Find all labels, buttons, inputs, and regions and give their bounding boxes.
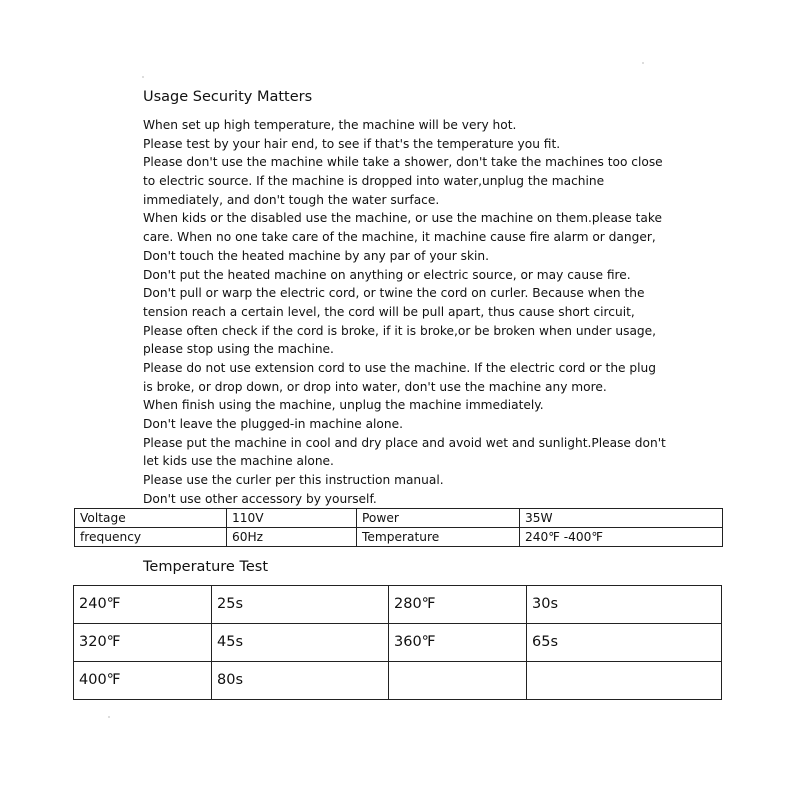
time-cell: 30s	[527, 586, 722, 624]
spec-value-power: 35W	[520, 509, 723, 528]
temperature-cell: 360℉	[389, 624, 527, 662]
spec-label-voltage: Voltage	[75, 509, 227, 528]
instruction-line: immediately, and don't tough the water surface.	[143, 192, 440, 207]
table-row	[75, 509, 723, 528]
table-row	[74, 586, 722, 624]
temperature-test-heading: Temperature Test	[143, 559, 269, 575]
instruction-line: Please use the curler per this instruction manual.	[143, 473, 444, 488]
instruction-line: tension reach a certain level, the cord will be pull apart, thus cause short circuit,	[143, 304, 635, 319]
spec-value-voltage: 110V	[227, 509, 357, 528]
spec-label-power: Power	[357, 509, 520, 528]
instruction-line: When set up high temperature, the machine will be very hot.	[143, 118, 517, 132]
usage-security-heading: Usage Security Matters	[143, 89, 313, 105]
instruction-line: Please put the machine in cool and dry place and avoid wet and sunlight.Please don't	[143, 435, 666, 450]
instruction-line: let kids use the machine alone.	[143, 454, 334, 469]
scan-speck	[108, 716, 110, 718]
spec-value-frequency: 60Hz	[227, 528, 357, 547]
time-cell: 80s	[212, 662, 389, 700]
instruction-line: Please test by your hair end, to see if that's the temperature you fit.	[143, 136, 561, 151]
temperature-cell: 280℉	[389, 586, 527, 624]
time-cell: 65s	[527, 624, 722, 662]
instruction-line: Don't pull or warp the electric cord, or twine the cord on curler. Because when the	[143, 286, 645, 301]
instruction-line: Don't leave the plugged-in machine alone.	[143, 417, 403, 431]
table-row	[75, 528, 723, 547]
table-row	[74, 624, 722, 662]
temperature-cell: 400℉	[74, 662, 212, 700]
specifications-table	[74, 508, 723, 547]
instruction-line: Don't use other accessory by yourself.	[143, 491, 377, 506]
instruction-line: is broke, or drop down, or drop into water, don't use the machine any more.	[143, 379, 607, 394]
instruction-line: Please often check if the cord is broke, if it is broke,or be broken when under usage,	[143, 323, 657, 338]
spec-label-frequency: frequency	[75, 528, 227, 547]
instruction-line: please stop using the machine.	[143, 342, 334, 357]
instruction-line: When kids or the disabled use the machine, or use the machine on them.please take	[143, 211, 662, 226]
instruction-line: Don't put the heated machine on anything or electric source, or may cause fire.	[143, 267, 631, 282]
table-row	[74, 662, 722, 700]
temperature-cell: 240℉	[74, 586, 212, 624]
spec-label-temperature: Temperature	[357, 528, 520, 547]
temperature-test-table	[73, 585, 722, 700]
spec-value-temperature: 240℉ -400℉	[520, 528, 723, 547]
instruction-line: Please do not use extension cord to use the machine. If the electric cord or the plug	[143, 360, 657, 375]
time-cell: 45s	[212, 624, 389, 662]
scan-speck	[142, 76, 144, 78]
scan-speck	[642, 62, 644, 64]
temperature-cell: 320℉	[74, 624, 212, 662]
instruction-line: Please don't use the machine while take a shower, don't take the machines too close	[143, 155, 663, 170]
instruction-line: care. When no one take care of the machine, it machine cause fire alarm or danger,	[143, 230, 656, 245]
usage-instructions	[143, 116, 666, 508]
empty-cell	[527, 662, 722, 700]
time-cell: 25s	[212, 586, 389, 624]
instruction-line: When finish using the machine, unplug the machine immediately.	[143, 398, 544, 413]
instruction-line: to electric source. If the machine is dropped into water,unplug the machine	[143, 174, 605, 189]
instruction-line: Don't touch the heated machine by any par of your skin.	[143, 248, 490, 263]
empty-cell	[389, 662, 527, 700]
